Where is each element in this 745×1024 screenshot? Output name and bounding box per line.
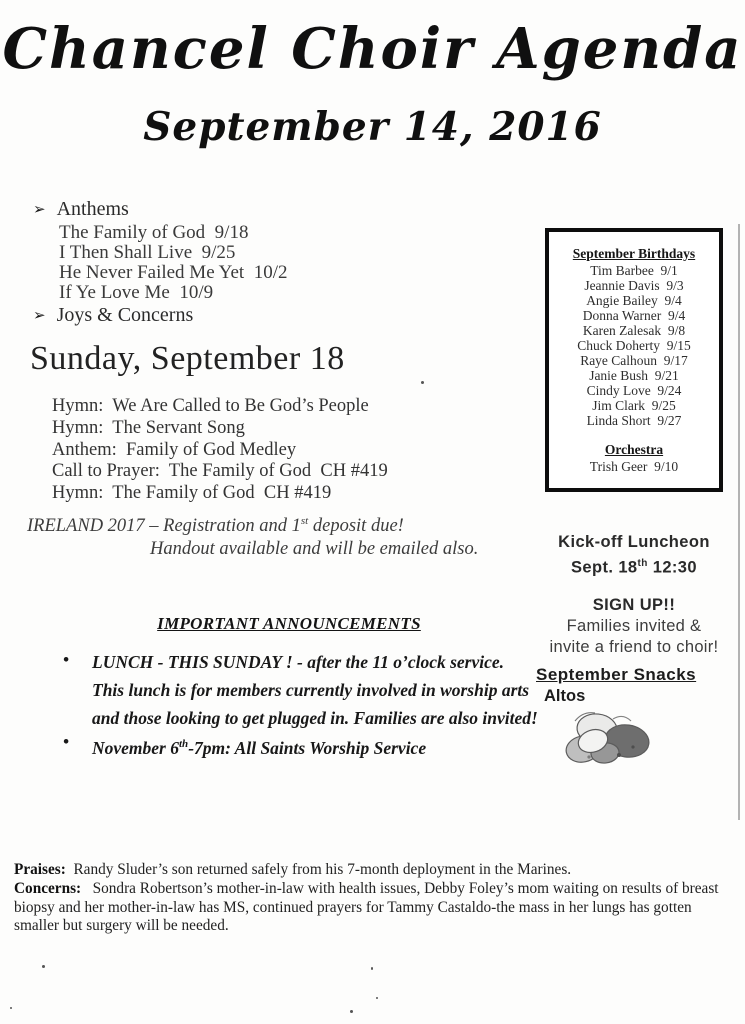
spacer [536, 579, 732, 594]
birthday-entry: Janie Bush 9/21 [589, 368, 679, 383]
praises-paragraph [14, 861, 732, 880]
praises-concerns [14, 861, 732, 936]
sunday-section-heading: Sunday, September 18 [30, 340, 345, 377]
ireland-line2: Handout available and will be emailed also. [150, 539, 479, 560]
birthday-entry: Raye Calhoun 9/17 [580, 353, 688, 368]
birthdays-title: September Birthdays [572, 246, 696, 261]
anthem-item: I Then Shall Live 9/25 [59, 242, 236, 263]
bullet-dot-icon: • [63, 650, 69, 669]
birthday-entry: Karen Zalesak 9/8 [582, 323, 686, 338]
ireland-superscript: st [300, 515, 309, 527]
signup-line: invite a friend to choir! [549, 637, 719, 656]
worship-item: Hymn: The Family of God CH #419 [52, 483, 332, 504]
page-title: Chancel Choir Agenda [2, 16, 743, 82]
announcements-heading: IMPORTANT ANNOUNCEMENTS [157, 614, 421, 633]
luncheon-datetime [536, 553, 732, 579]
announcement-all-saints-text [92, 730, 426, 762]
arrow-bullet-icon: ➢ [33, 202, 46, 218]
anthems-heading: Anthems [56, 198, 129, 220]
snacks-heading: September Snacks [536, 664, 697, 684]
luncheon-superscript: th [637, 558, 648, 569]
scan-speck [10, 1007, 12, 1009]
agenda-list [33, 197, 288, 329]
announcement-all-saints [63, 730, 426, 762]
luncheon-title: Kick-off Luncheon [558, 533, 710, 551]
arrow-bullet-icon: ➢ [33, 308, 46, 324]
birthday-entry: Chuck Doherty 9/15 [577, 338, 691, 353]
concerns-paragraph [14, 880, 732, 936]
spacer [549, 428, 719, 442]
concerns-text: Sondra Robertson’s mother-in-law with health issues, Debby Foley’s mom waiting on results of breast biopsy and her mother-in-law has MS, continued prayers for Tammy Castaldo-the mass in her lungs has gotten smaller but surgery will be needed. [14, 879, 723, 935]
all-saints-tail: -7pm: All Saints Worship Service [188, 737, 427, 758]
worship-item: Anthem: Family of God Medley [52, 439, 297, 460]
snacks-assignment: Altos [544, 686, 586, 705]
worship-item: Hymn: We Are Called to Be God’s People [52, 396, 369, 416]
all-saints-prefix: November 6 [92, 737, 179, 758]
signup-heading: SIGN UP!! [592, 595, 676, 614]
ireland-line1-text: IRELAND 2017 – Registration and 1 [27, 516, 301, 537]
birthday-entry: Cindy Love 9/24 [586, 383, 682, 398]
ireland-note [27, 510, 478, 561]
all-saints-superscript: th [179, 738, 189, 750]
orchestra-title: Orchestra [604, 442, 664, 457]
snacks-clipart-image [553, 697, 671, 795]
page-date: September 14, 2016 [143, 104, 602, 150]
birthday-entry: Donna Warner 9/4 [582, 308, 686, 323]
orchestra-entry: Trish Geer 9/10 [589, 459, 679, 474]
birthday-entry: Angie Bailey 9/4 [586, 293, 682, 308]
ireland-line1-tail: deposit due! [308, 516, 404, 537]
praises-label: Praises: [14, 861, 66, 878]
birthdays-box [545, 228, 723, 492]
signup-line: Families invited & [566, 616, 702, 635]
scan-artifact-line [738, 224, 740, 820]
birthday-entry: Jim Clark 9/25 [592, 398, 676, 413]
joys-concerns-heading: Joys & Concerns [56, 304, 194, 326]
ireland-line1 [27, 510, 478, 538]
scan-speck [376, 997, 378, 999]
sunday-order-of-worship [52, 396, 388, 505]
birthday-entry: Linda Short 9/27 [586, 413, 682, 428]
lunch-line: This lunch is for members currently involved in worship arts [92, 680, 530, 700]
anthems-heading-row [33, 197, 288, 223]
scan-speck [350, 1010, 353, 1013]
praises-text: Randy Sluder’s son returned safely from his 7-month deployment in the Marines. [65, 861, 572, 878]
worship-item: Hymn: The Servant Song [52, 417, 245, 438]
birthday-entry: Jeannie Davis 9/3 [584, 278, 684, 293]
bullet-dot-icon: • [63, 732, 69, 751]
scan-speck [421, 381, 424, 384]
anthem-item: If Ye Love Me 10/9 [59, 282, 214, 303]
anthem-item: He Never Failed Me Yet 10/2 [59, 262, 288, 283]
luncheon-date: Sept. 18 [571, 558, 638, 577]
worship-item: Call to Prayer: The Family of God CH #419 [52, 461, 388, 482]
right-flyer-column [536, 531, 732, 706]
announcement-lunch [63, 648, 538, 732]
scan-speck [371, 967, 373, 970]
luncheon-time: 12:30 [647, 558, 697, 577]
joys-heading-row [33, 303, 288, 329]
lunch-line: and those looking to get plugged in. Families are also invited! [92, 708, 538, 728]
anthem-item: The Family of God 9/18 [59, 222, 249, 243]
concerns-label: Concerns: [14, 879, 82, 897]
announcement-lunch-text [92, 648, 538, 732]
birthday-entry: Tim Barbee 9/1 [590, 263, 678, 278]
lunch-line: LUNCH - THIS SUNDAY ! - after the 11 o’clock service. [92, 652, 505, 672]
scan-speck [42, 965, 45, 968]
